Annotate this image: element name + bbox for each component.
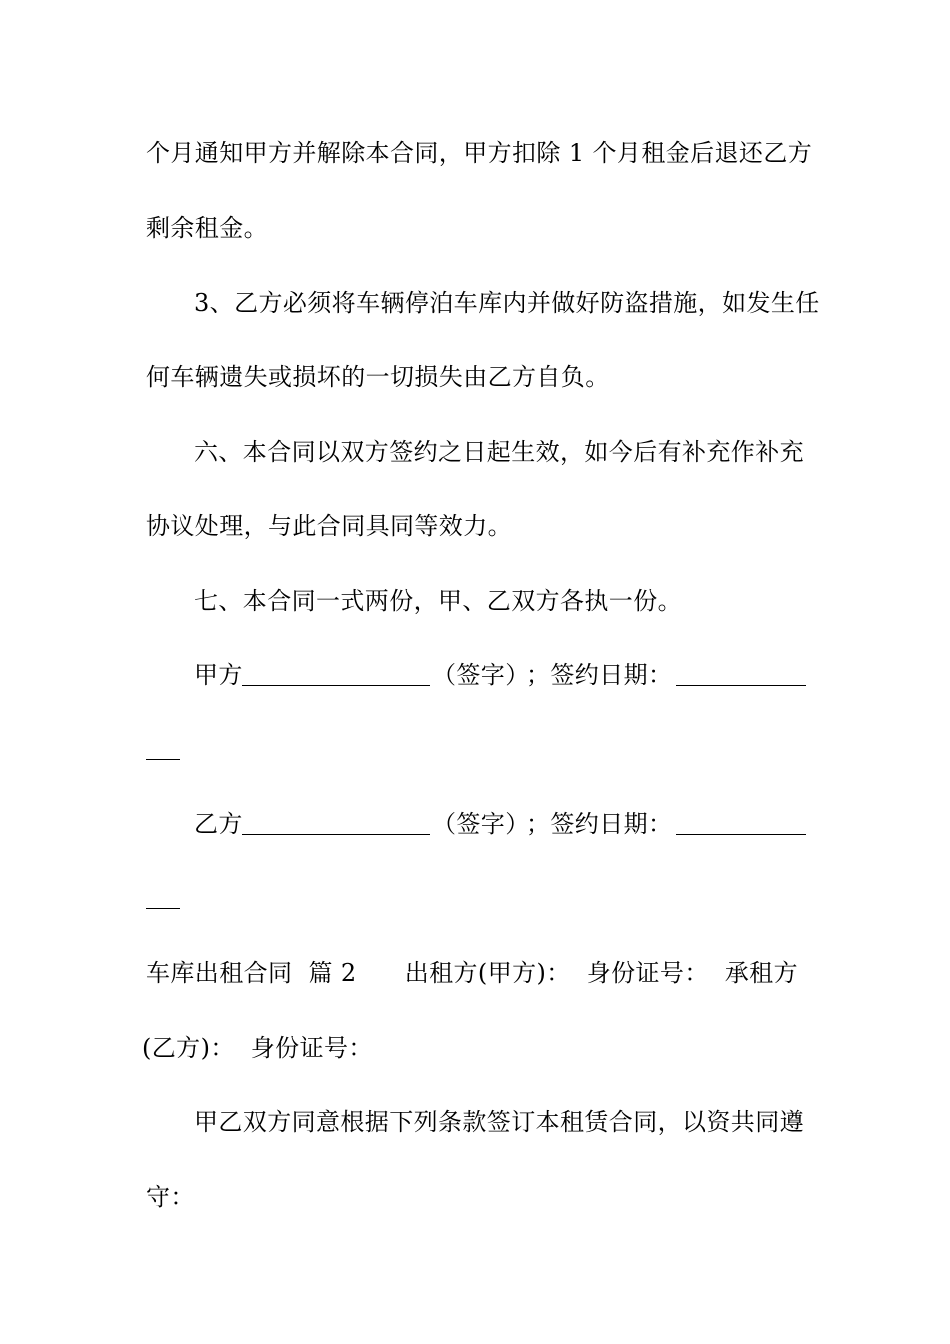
article-2-line: 守： [146, 1183, 195, 1211]
party-b-date-blank[interactable] [676, 834, 806, 835]
party-b-date-blank-continued [146, 908, 180, 909]
party-b-label: 乙方 [194, 810, 243, 838]
party-a-sign-blank[interactable] [242, 685, 430, 686]
article-2-header: 车库出租合同 篇 2 出租方(甲方)： 身份证号： 承租方 [146, 959, 798, 987]
paragraph-line: 3、乙方必须将车辆停泊车库内并做好防盗措施，如发生任 [194, 289, 820, 317]
party-a-date-blank-continued [146, 759, 180, 760]
party-a-date-blank[interactable] [676, 685, 806, 686]
paragraph-line: 剩余租金。 [146, 214, 268, 242]
paragraph-line: 何车辆遗失或损坏的一切损失由乙方自负。 [146, 363, 610, 391]
article-2-line: 甲乙双方同意根据下列条款签订本租赁合同，以资共同遵 [194, 1108, 804, 1136]
date-label: ；签约日期： [526, 661, 673, 689]
party-a-label: 甲方 [194, 661, 243, 689]
party-b-sign-blank[interactable] [242, 834, 430, 835]
sign-note: （签字） [432, 661, 530, 689]
sign-note: （签字） [432, 810, 530, 838]
paragraph-line: 七、本合同一式两份，甲、乙双方各执一份。 [194, 587, 682, 615]
paragraph-line: 六、本合同以双方签约之日起生效，如今后有补充作补充 [194, 438, 804, 466]
date-label: ；签约日期： [526, 810, 673, 838]
paragraph-line: 个月通知甲方并解除本合同，甲方扣除 1 个月租金后退还乙方 [146, 139, 813, 167]
paragraph-line: 协议处理，与此合同具同等效力。 [146, 512, 512, 540]
article-2-line: (乙方)： 身份证号： [142, 1034, 373, 1062]
